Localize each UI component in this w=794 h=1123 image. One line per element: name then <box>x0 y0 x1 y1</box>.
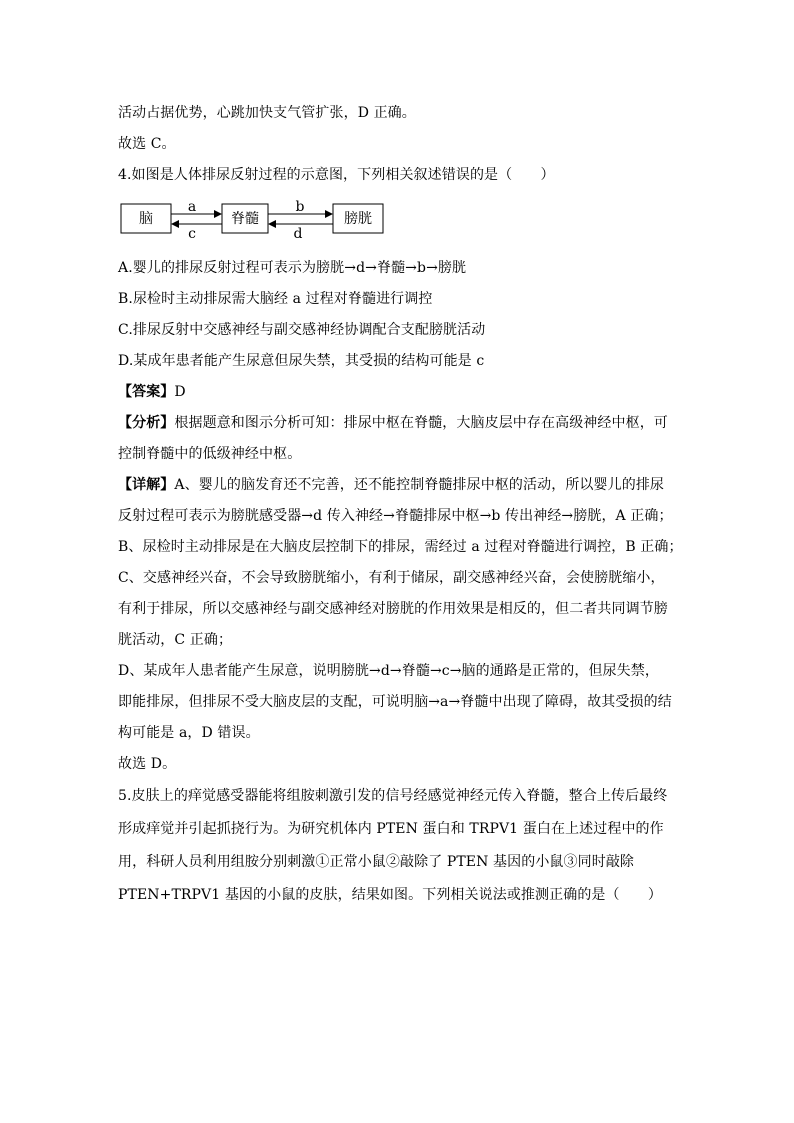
arrow-b-label: b <box>295 199 305 215</box>
question-5-stem: 5.皮肤上的痒觉感受器能将组胺刺激引发的信号经感觉神经元传入脊髓，整合上传后最终 <box>118 788 668 804</box>
option-d: D.某成年患者能产生尿意但尿失禁，其受损的结构可能是 c <box>118 353 485 369</box>
option-c: C.排尿反射中交感神经与副交感神经协调配合支配膀胱活动 <box>118 322 486 338</box>
text-line: C、交感神经兴奋，不会导致膀胱缩小，有利于储尿，副交感神经兴奋，会使膀胱缩小， <box>118 570 665 586</box>
detail-tag: 【详解】 <box>118 477 175 493</box>
text-line: 构可能是 a，D 错误。 <box>118 725 260 741</box>
analysis-tag: 【分析】 <box>118 415 175 431</box>
text-line: PTEN+TRPV1 基因的小鼠的皮肤，结果如图。下列相关说法或推测正确的是（ ） <box>118 887 662 903</box>
text-line: 胱活动，C 正确； <box>118 632 233 648</box>
arrow-c-label: c <box>188 226 196 242</box>
analysis-text: 根据题意和图示分析可知：排尿中枢在脊髓，大脑皮层中存在高级神经中枢，可 <box>174 415 668 431</box>
detail-line <box>118 475 664 495</box>
answer-line <box>118 382 186 402</box>
analysis-line <box>118 413 668 433</box>
reflex-diagram <box>0 0 794 260</box>
text-line: D、某成年人患者能产生尿意，说明膀胱→d→脊髓→c→脑的通路是正常的，但尿失禁， <box>118 663 659 679</box>
question-4-stem: 4.如图是人体排尿反射过程的示意图，下列相关叙述错误的是（ ） <box>118 167 555 183</box>
text-line: 有利于排尿，所以交感神经与副交感神经对膀胱的作用效果是相反的，但二者共同调节膀 <box>118 601 668 617</box>
node-brain-label: 脑 <box>139 211 153 227</box>
option-b: B.尿检时主动排尿需大脑经 a 过程对脊髓进行调控 <box>118 291 433 307</box>
text-line: 活动占据优势，心跳加快支气管扩张，D 正确。 <box>118 105 416 121</box>
option-a: A.婴儿的排尿反射过程可表示为膀胱→d→脊髓→b→膀胱 <box>118 260 467 276</box>
conclusion-line: 故选 D。 <box>118 756 177 772</box>
arrow-a-label: a <box>187 199 197 215</box>
node-bladder-label: 膀胱 <box>344 211 372 227</box>
text-line: 故选 C。 <box>118 136 176 152</box>
text-line: 反射过程可表示为膀胱感受器→d 传入神经→脊髓排尿中枢→b 传出神经→膀胱，A 正确； <box>118 508 673 524</box>
answer-value: D <box>174 384 186 400</box>
detail-text: A、婴儿的脑发育还不完善，还不能控制脊髓排尿中枢的活动，所以婴儿的排尿 <box>174 477 665 493</box>
node-spinal-cord-label: 脊髓 <box>231 211 259 227</box>
text-line: 形成痒觉并引起抓挠行为。为研究机体内 PTEN 蛋白和 TRPV1 蛋白在上述过程中的作 <box>118 821 664 837</box>
text-line: 即能排尿，但排尿不受大脑皮层的支配，可说明脑→a→脊髓中出现了障碍，故其受损的结 <box>118 694 672 710</box>
answer-tag: 【答案】 <box>118 384 175 400</box>
arrow-d-label: d <box>293 226 303 242</box>
text-line: 控制脊髓中的低级神经中枢。 <box>118 446 302 462</box>
text-line: B、尿检时主动排尿是在大脑皮层控制下的排尿，需经过 a 过程对脊髓进行调控，B 正确； <box>118 539 683 555</box>
text-line: 用，科研人员利用组胺分别刺激①正常小鼠②敲除了 PTEN 基因的小鼠③同时敲除 <box>118 854 635 870</box>
